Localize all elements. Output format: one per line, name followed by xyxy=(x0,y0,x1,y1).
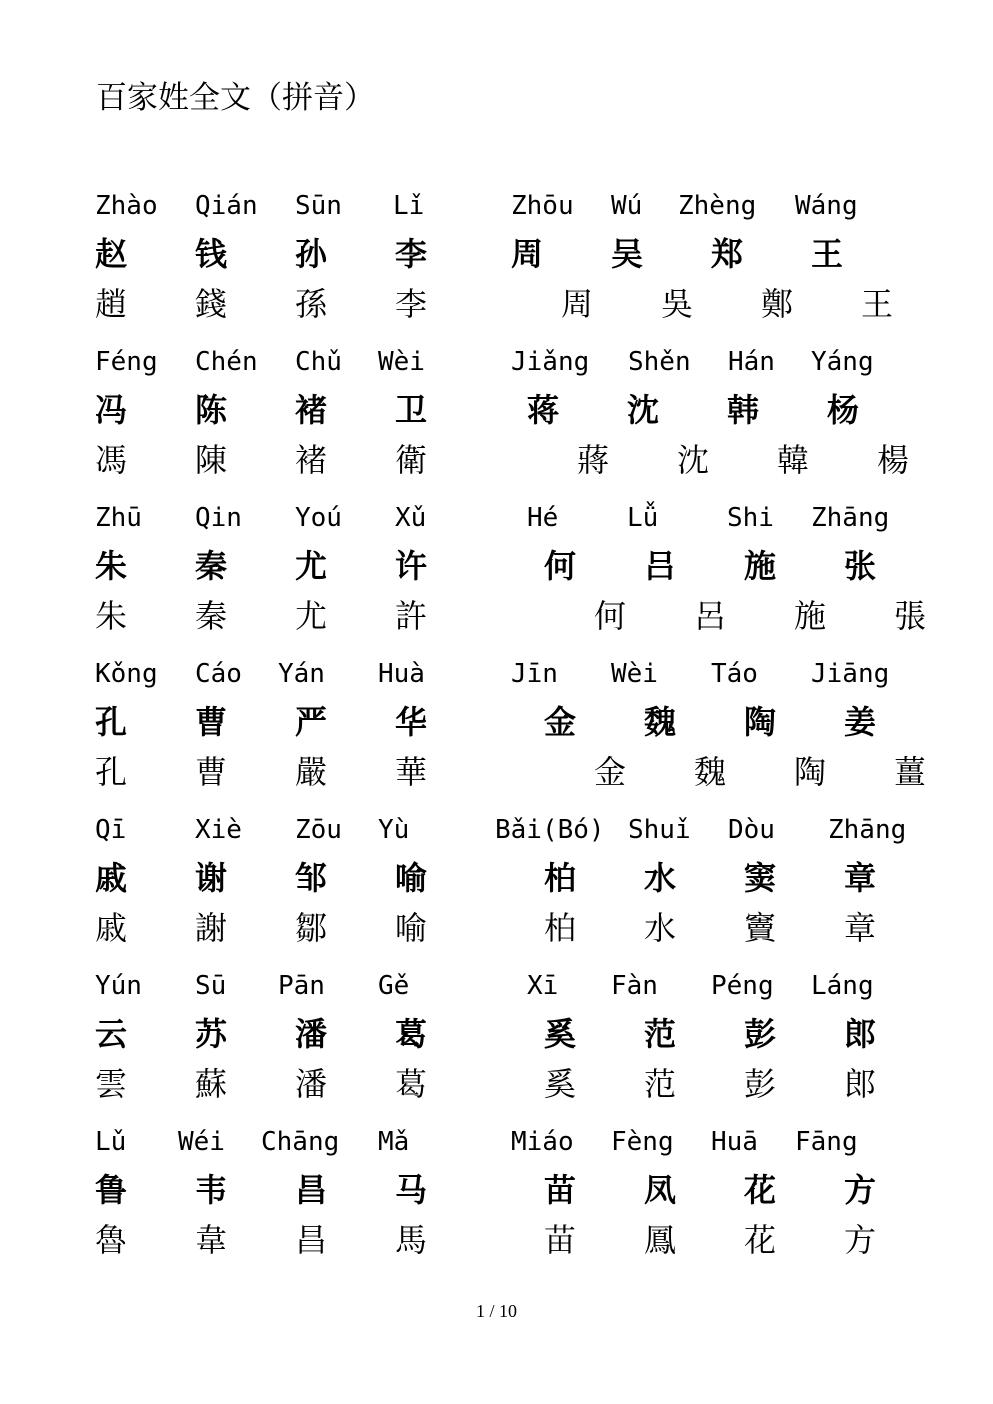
traditional-surname: 楊 xyxy=(877,441,910,479)
traditional-surname: 秦 xyxy=(195,597,228,635)
pinyin-label: Xǔ xyxy=(395,503,427,533)
traditional-surname: 柏 xyxy=(544,909,577,947)
pinyin-label: Jiāng xyxy=(811,659,890,689)
pinyin-label: Lǐ xyxy=(393,191,425,221)
simplified-surname: 凤 xyxy=(644,1171,677,1209)
simplified-surname: 王 xyxy=(811,235,844,273)
simplified-surname: 魏 xyxy=(644,703,677,741)
pinyin-label: Pān xyxy=(278,971,325,1001)
simplified-surname: 张 xyxy=(844,547,877,585)
simplified-surname: 周 xyxy=(511,235,544,273)
pinyin-label: Bǎi(Bó) xyxy=(495,815,605,845)
simplified-surname: 范 xyxy=(644,1015,677,1053)
pinyin-label: Zhāng xyxy=(811,503,890,533)
traditional-surname: 雲 xyxy=(95,1065,128,1103)
simplified-surname: 朱 xyxy=(95,547,128,585)
simplified-surname: 何 xyxy=(544,547,577,585)
traditional-surname: 何 xyxy=(594,597,627,635)
pinyin-label: Cáo xyxy=(195,659,242,689)
traditional-surname: 孫 xyxy=(295,285,328,323)
traditional-surname: 金 xyxy=(594,753,627,791)
pinyin-label: Chǔ xyxy=(295,347,342,377)
simplified-surname: 秦 xyxy=(195,547,228,585)
traditional-surname: 昌 xyxy=(295,1221,328,1259)
simplified-surname: 蒋 xyxy=(527,391,560,429)
traditional-surname: 周 xyxy=(561,285,594,323)
simplified-surname: 孙 xyxy=(295,235,328,273)
page-title: 百家姓全文（拼音） xyxy=(96,80,375,116)
simplified-surname: 章 xyxy=(844,859,877,897)
simplified-surname: 吴 xyxy=(611,235,644,273)
simplified-surname: 孔 xyxy=(95,703,128,741)
pinyin-label: Huā xyxy=(711,1127,758,1157)
pinyin-label: Gě xyxy=(378,971,410,1001)
pinyin-label: Zhèng xyxy=(678,191,757,221)
pinyin-label: Yáng xyxy=(811,347,874,377)
traditional-surname: 郎 xyxy=(844,1065,877,1103)
simplified-surname: 华 xyxy=(395,703,428,741)
traditional-surname: 苗 xyxy=(544,1221,577,1259)
traditional-surname: 施 xyxy=(794,597,827,635)
traditional-surname: 竇 xyxy=(744,909,777,947)
simplified-surname: 苗 xyxy=(544,1171,577,1209)
pinyin-label: Xiè xyxy=(195,815,242,845)
simplified-surname: 葛 xyxy=(395,1015,428,1053)
pinyin-label: Kǒng xyxy=(95,659,158,689)
traditional-surname: 嚴 xyxy=(295,753,328,791)
traditional-surname: 戚 xyxy=(95,909,128,947)
pinyin-label: Yán xyxy=(278,659,325,689)
traditional-surname: 花 xyxy=(744,1221,777,1259)
simplified-surname: 潘 xyxy=(295,1015,328,1053)
traditional-surname: 王 xyxy=(861,285,894,323)
pinyin-label: Yù xyxy=(378,815,410,845)
traditional-surname: 許 xyxy=(395,597,428,635)
simplified-surname: 谢 xyxy=(195,859,228,897)
simplified-surname: 郎 xyxy=(844,1015,877,1053)
traditional-surname: 衛 xyxy=(395,441,428,479)
pinyin-label: Lǚ xyxy=(627,503,659,533)
simplified-surname: 钱 xyxy=(195,235,228,273)
pinyin-label: Chāng xyxy=(261,1127,340,1157)
traditional-surname: 蘇 xyxy=(195,1065,228,1103)
simplified-surname: 柏 xyxy=(544,859,577,897)
traditional-surname: 葛 xyxy=(395,1065,428,1103)
simplified-surname: 鲁 xyxy=(95,1171,128,1209)
page-number: 1 / 10 xyxy=(475,1301,517,1321)
simplified-surname: 苏 xyxy=(195,1015,228,1053)
traditional-surname: 謝 xyxy=(195,909,228,947)
pinyin-label: Xī xyxy=(527,971,559,1001)
traditional-surname: 孔 xyxy=(95,753,128,791)
traditional-surname: 范 xyxy=(644,1065,677,1103)
pinyin-label: Wéi xyxy=(178,1127,225,1157)
traditional-surname: 奚 xyxy=(544,1065,577,1103)
simplified-surname: 赵 xyxy=(95,235,128,273)
simplified-surname: 杨 xyxy=(827,391,860,429)
pinyin-label: Fèng xyxy=(611,1127,674,1157)
traditional-surname: 魏 xyxy=(694,753,727,791)
simplified-surname: 李 xyxy=(395,235,428,273)
simplified-surname: 郑 xyxy=(711,235,744,273)
traditional-surname: 華 xyxy=(395,753,428,791)
pinyin-label: Zōu xyxy=(295,815,342,845)
simplified-surname: 许 xyxy=(395,547,428,585)
simplified-surname: 曹 xyxy=(195,703,228,741)
pinyin-label: Jīn xyxy=(511,659,558,689)
pinyin-label: Zhōu xyxy=(511,191,574,221)
pinyin-label: Mǎ xyxy=(378,1127,410,1157)
simplified-surname: 严 xyxy=(295,703,328,741)
traditional-surname: 沈 xyxy=(677,441,710,479)
pinyin-label: Wèi xyxy=(611,659,658,689)
simplified-surname: 昌 xyxy=(295,1171,328,1209)
simplified-surname: 韦 xyxy=(195,1171,228,1209)
pinyin-label: Shěn xyxy=(628,347,691,377)
pinyin-label: Sūn xyxy=(295,191,342,221)
traditional-surname: 彭 xyxy=(744,1065,777,1103)
pinyin-label: Qián xyxy=(195,191,258,221)
simplified-surname: 花 xyxy=(744,1171,777,1209)
simplified-surname: 冯 xyxy=(95,391,128,429)
traditional-surname: 魯 xyxy=(95,1221,128,1259)
traditional-surname: 呂 xyxy=(694,597,727,635)
pinyin-label: Huà xyxy=(378,659,425,689)
simplified-surname: 奚 xyxy=(544,1015,577,1053)
traditional-surname: 馬 xyxy=(395,1221,428,1259)
pinyin-label: Zhāng xyxy=(828,815,907,845)
traditional-surname: 張 xyxy=(894,597,927,635)
traditional-surname: 韓 xyxy=(777,441,810,479)
pinyin-label: Láng xyxy=(811,971,874,1001)
pinyin-label: Féng xyxy=(95,347,158,377)
traditional-surname: 潘 xyxy=(295,1065,328,1103)
traditional-surname: 韋 xyxy=(195,1221,228,1259)
simplified-surname: 马 xyxy=(395,1171,428,1209)
traditional-surname: 尤 xyxy=(295,597,328,635)
pinyin-label: Shuǐ xyxy=(628,815,691,845)
pinyin-label: Jiǎng xyxy=(511,347,590,377)
pinyin-label: Fāng xyxy=(795,1127,858,1157)
simplified-surname: 韩 xyxy=(727,391,760,429)
pinyin-label: Wú xyxy=(611,191,643,221)
traditional-surname: 鄭 xyxy=(761,285,794,323)
pinyin-label: Táo xyxy=(711,659,758,689)
simplified-surname: 卫 xyxy=(395,391,428,429)
traditional-surname: 朱 xyxy=(95,597,128,635)
simplified-surname: 彭 xyxy=(744,1015,777,1053)
simplified-surname: 吕 xyxy=(644,547,677,585)
traditional-surname: 水 xyxy=(644,909,677,947)
traditional-surname: 薑 xyxy=(894,753,927,791)
pinyin-label: Yoú xyxy=(295,503,342,533)
simplified-surname: 金 xyxy=(544,703,577,741)
simplified-surname: 云 xyxy=(95,1015,128,1053)
pinyin-label: Péng xyxy=(711,971,774,1001)
simplified-surname: 喻 xyxy=(395,859,428,897)
pinyin-label: Sū xyxy=(195,971,227,1001)
pinyin-label: Zhū xyxy=(95,503,142,533)
traditional-surname: 喻 xyxy=(395,909,428,947)
pinyin-label: Yún xyxy=(95,971,142,1001)
simplified-surname: 邹 xyxy=(295,859,328,897)
pinyin-label: Lǔ xyxy=(95,1127,127,1157)
pinyin-label: Hé xyxy=(527,503,559,533)
traditional-surname: 陳 xyxy=(195,441,228,479)
pinyin-label: Shi xyxy=(727,503,774,533)
simplified-surname: 尤 xyxy=(295,547,328,585)
simplified-surname: 沈 xyxy=(627,391,660,429)
simplified-surname: 施 xyxy=(744,547,777,585)
traditional-surname: 曹 xyxy=(195,753,228,791)
simplified-surname: 陈 xyxy=(195,391,228,429)
simplified-surname: 姜 xyxy=(844,703,877,741)
pinyin-label: Qī xyxy=(95,815,127,845)
simplified-surname: 陶 xyxy=(744,703,777,741)
traditional-surname: 馮 xyxy=(95,441,128,479)
pinyin-label: Qin xyxy=(195,503,242,533)
simplified-surname: 褚 xyxy=(295,391,328,429)
simplified-surname: 水 xyxy=(644,859,677,897)
traditional-surname: 褚 xyxy=(295,441,328,479)
simplified-surname: 戚 xyxy=(95,859,128,897)
traditional-surname: 方 xyxy=(844,1221,877,1259)
traditional-surname: 鄒 xyxy=(295,909,328,947)
pinyin-label: Dòu xyxy=(728,815,775,845)
traditional-surname: 鳳 xyxy=(644,1221,677,1259)
traditional-surname: 章 xyxy=(844,909,877,947)
traditional-surname: 陶 xyxy=(794,753,827,791)
simplified-surname: 窦 xyxy=(744,859,777,897)
pinyin-label: Fàn xyxy=(611,971,658,1001)
pinyin-label: Miáo xyxy=(511,1127,574,1157)
pinyin-label: Wèi xyxy=(378,347,425,377)
traditional-surname: 李 xyxy=(395,285,428,323)
pinyin-label: Zhào xyxy=(95,191,158,221)
pinyin-label: Chén xyxy=(195,347,258,377)
traditional-surname: 趙 xyxy=(95,285,128,323)
pinyin-label: Wáng xyxy=(795,191,858,221)
traditional-surname: 吳 xyxy=(661,285,694,323)
pinyin-label: Hán xyxy=(728,347,775,377)
simplified-surname: 方 xyxy=(844,1171,877,1209)
traditional-surname: 蔣 xyxy=(577,441,610,479)
traditional-surname: 錢 xyxy=(195,285,228,323)
